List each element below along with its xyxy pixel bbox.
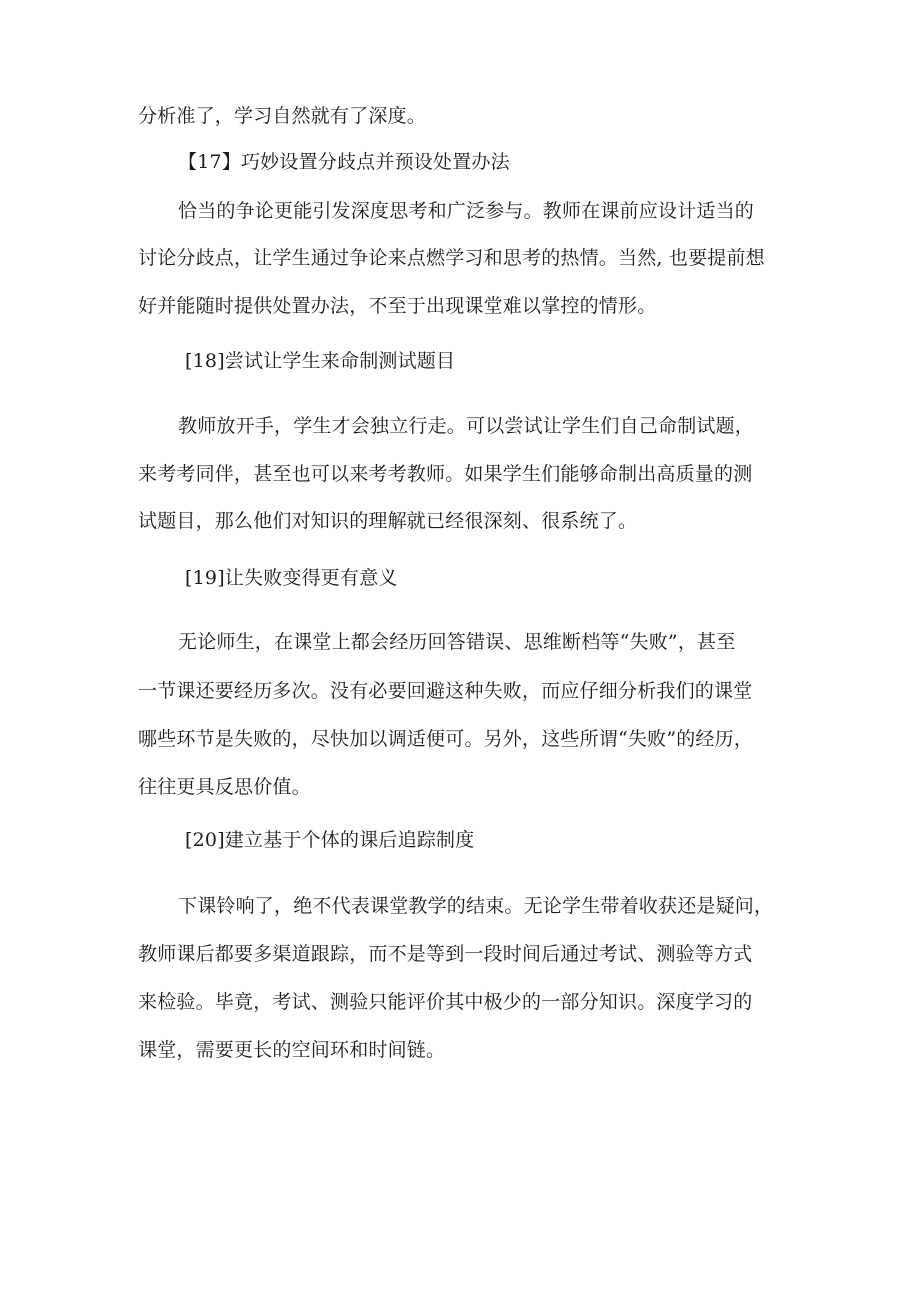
section-heading-19: [19]让失败变得更有意义 (185, 567, 398, 589)
paragraph-line: 好并能随时提供处置办法，不至于出现课堂难以掌控的情形。 (138, 295, 657, 317)
paragraph-line: 下课铃响了，绝不代表课堂教学的结束。无论学生带着收获还是疑问， (178, 895, 774, 917)
paragraph-line: 哪些环节是失败的，尽快加以调适便可。另外，这些所谓“失败”的经历， (138, 728, 754, 750)
paragraph-line: 来检验。毕竟，考试、测验只能评价其中极少的一部分知识。深度学习的 (138, 991, 753, 1013)
paragraph-line: 讨论分歧点，让学生通过争论来点燃学习和思考的热情。当然, 也要提前想 (138, 247, 765, 269)
paragraph-line: 往往更具反思价值。 (138, 776, 311, 798)
paragraph-line: 试题目，那么他们对知识的理解就已经很深刻、很系统了。 (138, 510, 638, 532)
paragraph-line: 恰当的争论更能引发深度思考和广泛参与。教师在课前应设计适当的 (178, 200, 755, 222)
section-heading-20: [20]建立基于个体的课后追踪制度 (185, 829, 475, 851)
paragraph-line: 教师放开手，学生才会独立行走。可以尝试让学生们自己命制试题， (178, 415, 755, 437)
paragraph-line: 一节课还要经历多次。没有必要回避这种失败，而应仔细分析我们的课堂 (138, 680, 753, 702)
paragraph-line: 教师课后都要多渠道跟踪，而不是等到一段时间后通过考试、测验等方式 (138, 943, 753, 965)
paragraph-line: 无论师生，在课堂上都会经历回答错误、思维断档等“失败”，甚至 (178, 631, 736, 653)
paragraph-line: 课堂，需要更长的空间环和时间链。 (138, 1039, 446, 1061)
section-heading-17: 【17】巧妙设置分歧点并预设处置办法 (178, 151, 510, 173)
section-heading-18: [18]尝试让学生来命制测试题目 (185, 350, 456, 372)
paragraph-line: 来考考同伴，甚至也可以来考考教师。如果学生们能够命制出高质量的测 (138, 463, 753, 485)
paragraph-line: 分析准了，学习自然就有了深度。 (138, 105, 427, 127)
